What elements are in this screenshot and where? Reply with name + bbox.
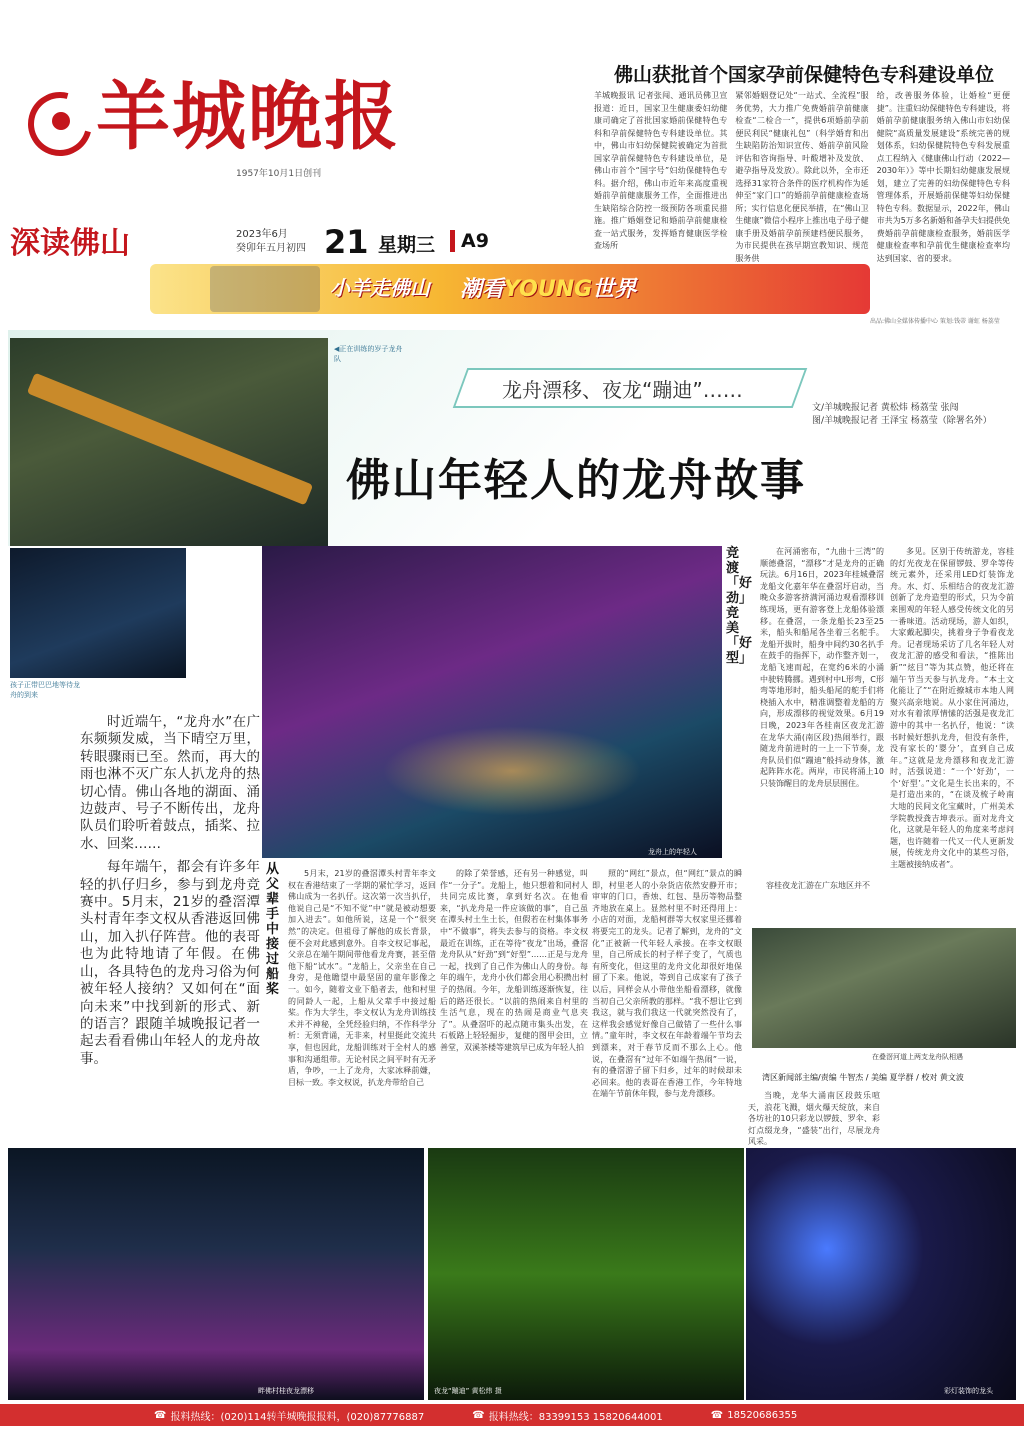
date-line2: 癸卯年五月初四 [236, 243, 306, 254]
photo-night-disco [428, 1148, 744, 1400]
kicker: 龙舟漂移、夜龙“蹦迪”…… [502, 378, 743, 402]
photo-children [10, 548, 186, 678]
top-news-col2: 紧邻婚姻登记处“一站式、全流程”服务优势，大力推广免费婚前孕前健康检查“二检合一”，提供6项婚前孕前便民利民“健康礼包”（科学婚育和出生缺陷防治知识宣传、婚前孕前风险评估和咨询指导、叶酸增补及发放、避孕指导及发放）。除此以外，全市还选择31家符合条件的医疗机构作为延伸至“家门口”的婚前孕前健康检查场所；实行信息化便民举措，在“佛山卫生健康”微信小程序上推出电子母子健康手册及婚前孕前预建档便民服务，为市民提供在孩早期宣教知识、规范服务供 [735, 91, 869, 263]
article-headline: 佛山年轻人的龙舟故事 [346, 455, 806, 506]
column-7-text: 当晚，龙华大涌南区段鼓乐喧天，浪花飞溅，烟火爆天绽放，来自各坊社的10只彩龙以锣鼓、罗伞、彩灯点缀龙身，“盛装”出行，尽展龙舟风采。 [748, 1091, 880, 1147]
photo5-caption: 畔佛村桂夜龙漂移 [258, 1387, 314, 1395]
photo2-caption: 孩子正带巴巴地等待龙舟的到来 [10, 681, 80, 699]
subhead-vertical-2: 从父辈手中接过船桨 [266, 862, 280, 997]
column-1-text: 5月末，21岁的叠滘潭头村青年李文权在香港结束了一学期的紧忙学习，返回佛山成为一名扒仔。这次第一次当扒仔，他说自己是“不知不觉”中“就是被动想要加入进去”。如他所说，这是一个“很突然”的决定。但祖母了解他的成长背景，便不会对此感到意外。自李文权记事起，父亲总在端午期间带他看龙舟赛，甚至借他下船“试水”。“龙船上，父亲坐在自己身旁，是他瞻望中最坚固的童年影像之一。如今，随着文业下船者去，他和村里的同龄人一起，上船从父辈手中接过船桨。作为大学生，李文权认为龙舟训练技术并不神秘，全凭经验归纳，不作科学分析：无须背诵，无非来，村里挺此交流共享，但也因此，龙船训练对于全村人的感事和沟通组带。无论村民之间平时有无矛盾，争吵，一上了龙舟，大家冰释前嫌，目标一致。李文权说，扒龙舟带给自己 [288, 869, 436, 1087]
column-6-text: 容桂夜龙汇游在广东地区并不 [766, 881, 870, 890]
top-news-headline: 佛山获批首个国家孕前保健特色专科建设单位 [614, 64, 995, 86]
byline-text: 文/羊城晚报记者 黄松炜 杨荔莹 张闯 [812, 403, 959, 413]
photo-two-boats [752, 928, 1016, 1048]
logo-emblem-dot [52, 112, 70, 130]
photo6-caption: 夜龙“蹦迪” 黄松炜 摄 [434, 1387, 502, 1395]
editor-credit: 湾区新闻部主编/责编 牛智杰 / 美编 夏学群 / 校对 黄文波 [762, 1073, 964, 1082]
subhead-vertical-1: 竞渡「好劲」 竞美「好型」 [726, 546, 753, 666]
day-number: 21 [324, 223, 369, 261]
hotline-2-text: 报料热线：83399153 15820644001 [488, 1411, 663, 1423]
hotline-2 [472, 1408, 663, 1423]
top-news-col3: 给，改善服务体验，让婚检“更便捷”。注重妇幼保健特色专科建设，将婚前孕前健康服务纳入佛山市妇幼保健院“高质量发展建设”系统完善的规划体系，妇幼保健院特色专科发展重点工程纳入《健康佛山行动（2022—2030年）》等中长期妇幼健康发展规划，建立了完善的妇幼保健特色专科管理体系，开展婚前保健等妇幼保健特色专科。数据显示，2022年，佛山市共为5万多名新婚和备孕夫妇提供免费婚前孕前健康检查服务，婚前医学健康检查率和孕前优生健康检查率均达到国家、省的要求。 [876, 91, 1010, 263]
photo-night-dragon [8, 1148, 424, 1400]
article-column-6 [750, 880, 1014, 924]
page-number: A9 [450, 230, 489, 252]
date-box [236, 228, 306, 256]
article-column-1 [288, 868, 436, 1148]
article-column-3 [592, 868, 742, 1148]
photo7-caption: 彩灯装饰的龙头 [944, 1387, 993, 1395]
column-3-text: 照的“网红”景点，但“网红”景点的瞬即，村里老人的小杂货店依然安静开市；审审的门口，香烛、红包、垦历等物品整齐地放在桌上。显然村里不时还得用上：小店的对面，龙船柯群等大权家里还挪着将要完工的龙头。记者了解到，龙舟的“文化”正被新一代年轻人承接。在李文权眼里，自己所成长的村子样子变了，气质也有所变化，但这里的龙舟文化却很好地保留了下来。他说，等到自己成家有了孩子以后，同样会从小带他坐船看漂移，就像当初自己父亲所教的那样。“我不想让它到我这，就与我们我这一代就突然没有了，这样我会感觉好像自己做错了一些什么事情。”童年时，李文权在年龄着端午节均去到漂来，对于春节反而不那么上心。他说，在叠滘有“过年不如端午热闹”一说，有的叠滘游子留下归乡，过年的时候却未必回来。他的表哥在香港工作，今年特地在端午节前休年假，参与龙舟漂移。 [592, 869, 742, 1099]
article-column-4 [760, 546, 884, 878]
byline [812, 402, 992, 428]
feature-banner [150, 264, 870, 314]
byline-photo: 图/羊城晚报记者 王泽宝 杨荔莹（除署名外） [812, 416, 992, 426]
founded-date: 1957年10月1日创刊 [236, 169, 322, 179]
hotline-1 [154, 1408, 424, 1423]
phone-icon: ☎ [472, 1409, 485, 1421]
photo4-caption: 在叠滘河道上两支龙舟队相遇 [872, 1053, 963, 1061]
banner-text2-pre: 潮看 [460, 277, 505, 302]
lead-paragraph-2: 每年端午，都会有许多年轻的扒仔归乡，参与到龙舟竞赛中。5月末，21岁的叠滘潭头村青年李文权从香港返回佛山，加入扒仔阵营。他的表哥也为此特地请了年假。在佛山，各具特色的龙舟习俗为何被年轻人接纳？又如何在“面向未来”中找到新的形式、新的语言？跟随羊城晚报记者一起去看看佛山年轻人的龙舟故事。 [80, 859, 260, 1067]
phone-icon: ☎ [710, 1409, 724, 1421]
top-news-body [594, 90, 1010, 263]
lead-text [80, 714, 260, 1144]
photo-lit-dragon-head [746, 1148, 1016, 1400]
banner-text2 [460, 272, 636, 303]
column-5-text: 多见。区别于传统游龙，容桂的灯光夜龙在保留锣鼓、罗伞等传统元素外，还采用LED灯装饰龙舟。水、灯、乐相结合的夜龙汇游创新了龙舟造型的形式，只为令前来围观的年轻人感受传统文化的另一番味道。活动现场，游人如织，大家戴起脚尖，挑着身子争看夜龙舟。记者现场采访了几名年轻人对夜龙汇游的感受和看法，“推陈出新”“炫目”等为其点赞，他还将在端午节当天参与扒龙舟。“本土文化能让了”“在附近撩城市本地人网聚兴高亲地说。从小家住河涌边，对水有着浓厚情愫的活强是夜龙汇游中的其中一名扒仔，他说：“读书时候好想扒龙舟，但没有条件，没有家长的‘婴分’，直到自己成年。”这就是龙舟漂移和夜龙汇游时，活强说道：“一个‘好劲’，一个‘好型’。”文化是生长出来的，不是打造出来的，“在谈及梳子岭南大地的民间文化宝藏时，广州美术学院教授龚吉坤表示。面对龙舟文化，这就是年轻人的角度来考虑问题，也许随着一代又一代人更新发展，传统龙舟文化中的某些习俗，主题被接纳成者”。 [890, 547, 1014, 870]
weekday: 星期三 [378, 234, 436, 256]
photo1-caption: ◀正在训练的岁子龙舟队 [334, 345, 403, 363]
article-column-2 [440, 868, 588, 1148]
banner-credit: 出品:佛山全媒体传播中心 策划:钱蒂 谢虹 杨荔莹 [870, 318, 1000, 325]
date-line1: 2023年6月 [236, 229, 288, 240]
photo3-glow [382, 726, 642, 816]
footer-hotline-bar [0, 1404, 1024, 1426]
hotline-3-text: 18520686355 [727, 1409, 798, 1421]
section-title [10, 218, 130, 262]
hotline-1-text: 报料热线：(020)114转羊城晚报报料，(020)87776887 [170, 1411, 425, 1423]
banner-figure [210, 266, 320, 312]
banner-text2-post: 世界 [592, 277, 637, 302]
dragon-boat-shape [27, 373, 313, 506]
article-column-7 [748, 1090, 880, 1156]
hotline-3 [711, 1410, 797, 1421]
banner-text2-young: YOUNG [504, 277, 593, 302]
section-name: 深读佛山 [10, 226, 130, 261]
column-2-text: 的除了荣誉感，还有另一种感觉，叫作“一分子”。龙船上，他只想着和同村人共同完成比赛，拿到好名次。在他看来，“扒龙舟是一件应该做的事”，自己虽在潭头村土生土长，但假若在村集体事务中“不做事”，将失去参与的资格。李文权最近在训练，正在等待“夜龙”出场，叠滘龙舟队从“好劲”到“好型”……正是与龙舟一起，找到了自己作为佛山人的身份。每年的端午，龙舟小伙们都会用心积攒出村子的热闹。今年，龙船训练逐渐恢复，往后的路还很长。“以前的热闹来自村里的生活气息，现在的热闹是商业气息夹了”。从叠滘吓的起点随市集头出发，在石板路上轻轻掘步，复健的图甲会田，立善堂，双溪茶楼等建筑早已成为年轻人拍 [440, 869, 588, 1052]
masthead-logo: 羊城晚报 [96, 74, 400, 160]
phone-icon: ☎ [154, 1409, 167, 1421]
article-column-5 [890, 546, 1014, 878]
top-news-col1: 羊城晚报讯 记者张闯、通讯员佛卫宣报道：近日，国家卫生健康委妇幼健康司确定了首批国家婚前保健特色专科和孕前保健特色专科建设单位。其中，佛山市妇幼保健院被确定为首批国家孕前保健特色专科建设单位，是佛山市首个“国字号”妇幼保健特色专科。据介绍，佛山市近年来高度重视婚前孕前健康服务工作，全面推进出生缺陷综合防控一级预防各项重民措施。推广婚姻登记和婚前孕前健康检查一站式服务，发挥婚育健康医学检查场所 [594, 91, 728, 250]
photo-training [10, 338, 328, 546]
banner-text1: 小羊走佛山 [330, 276, 430, 300]
photo-boat-youth [262, 546, 722, 858]
lead-paragraph-1: 时近端午，“龙舟水”在广东频频发威，当下晴空万里，转眼骤雨已至。然而，再大的雨也淋不灭广东人扒龙舟的热切心情。佛山各地的湖面、涌边鼓声、号子不断传出，龙舟队员们聆听着鼓点，插桨、拉水、回桨…… [80, 714, 260, 852]
column-4-text: 在河涌密布，“九曲十三湾”的顺德叠滘，“漂移”才是龙舟的正确玩法。6月16日，2023年桂城叠滘龙船文化嘉年华在叠滘圩启动，当晚众多游客挤满河涌边观看漂移训练现场，更有游客登上龙船体验漂移。在叠滘，一条龙船长23至25米，船头和船尾各坐着三名舵手。龙船开拔时，船身中间约30名扒手在鼓手的指挥下，动作整齐划一，龙船飞速而起，在宽约6米的小涌中驶转腾挪。遇到村中L形弯，C形弯等地形时，船头船尾的舵手们将桡插入水中，精准调整着龙船的方向，形成漂移的视觉效果。6月19日晚，2023年各桂南区夜龙汇游在龙华大涌(南区段)热闹举行，跟随龙舟前进时的一上一下节奏，龙舟队员们似“蹦迪”般抖动身体，激起阵阵水花。两岸，市民将涌上10只装饰醒目的龙舟层层围住。 [760, 547, 884, 788]
photo3-caption: 龙舟上的年轻人 [648, 848, 697, 856]
